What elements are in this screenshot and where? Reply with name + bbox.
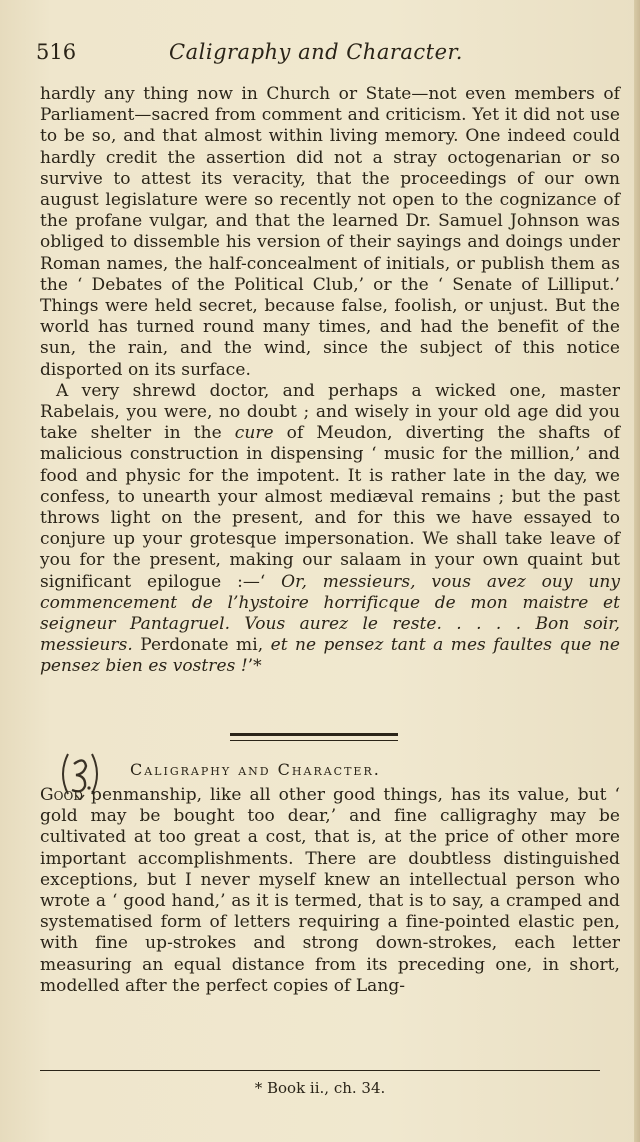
lead-word: Good xyxy=(40,785,84,805)
text-run: of Meudon, diverting the shafts of malicious construction in dispensing ‘ music for the million,’ and food and physic for the impotent. It is rather late in the day, we confess, to unearth your almost mediæval remains ; but the past throws light on the present, and for this we have essayed to conjure up your grotesque impersonation. We shall take leave of you for the present, making our salaam in your own quaint but significant epilogue :—‘ xyxy=(40,423,620,592)
page-number: 516 xyxy=(36,40,77,64)
body-text xyxy=(40,84,620,678)
section-text xyxy=(40,785,620,997)
section-divider xyxy=(230,740,398,741)
paragraph xyxy=(40,785,620,997)
footnote: * Book ii., ch. 34. xyxy=(254,1079,386,1097)
text-run: ’* xyxy=(247,656,262,677)
section-divider xyxy=(230,733,398,736)
running-title: Caligraphy and Character. xyxy=(169,40,463,64)
text-run: penmanship, like all other good things, has its value, but ‘ gold may be bought too dear,’ and fine calligraghy may be cultivated at too great a cost, that is, at the price of other more important accomplishments. There are doubtless distinguished exceptions, but I never myself knew an intellectual person who wrote a ‘ good hand,’ as it is termed, that is to say, a cramped and systematised form of letters requiring a fine-pointed elastic pen, with fine up-strokes and strong down-strokes, each letter measuring an equal distance from its preceding one, in short, modelled after the perfect copies of Lang- xyxy=(40,785,620,996)
text-run: A very shrewd doctor, and perhaps a wicked one, master Rabelais, you were, no doubt ; and wisely in your old age did you take shelter in the xyxy=(40,380,620,444)
paragraph xyxy=(40,381,620,678)
italic-quote: Or, messieurs, vous avez ouy uny commencement de l’hystoire horrificque de mon maistre et seigneur Pantagruel. Vous aurez le reste. . . . . Bon soir, messieurs. xyxy=(40,571,620,656)
italic-quote: et ne pensez tant a mes faultes que ne pensez bien es vostres ! xyxy=(40,635,620,677)
text-run: Perdonate mi, xyxy=(132,635,271,656)
section-heading: Caligraphy and Character. xyxy=(130,760,381,779)
footnote-rule xyxy=(40,1070,600,1071)
page-header xyxy=(36,40,596,70)
page-edge xyxy=(634,0,640,1142)
paragraph: hardly any thing now in Church or State—not even members of Parliament—sacred from comment and criticism. Yet it did not use to be so, and that almost within living memory. One indeed could hardly credit the assertion did not a stray octogenarian or so survive to attest its veracity, that the proceedings of our own august legislature were so recently not open to the cognizance of the profane vulgar, and that the learned Dr. Samuel Johnson was obliged to dissemble his version of their sayings and doings under Roman names, the half-concealment of initials, or publish them as the ‘ Debates of the Political Club,’ or the ‘ Senate of Lilliput.’ Things were held secret, because false, foolish, or unjust. But the world has turned round many times, and had the benefit of the sun, the rain, and the wind, since the subject of this notice disported on its surface. xyxy=(40,84,620,380)
italic-text: cure xyxy=(234,423,274,444)
